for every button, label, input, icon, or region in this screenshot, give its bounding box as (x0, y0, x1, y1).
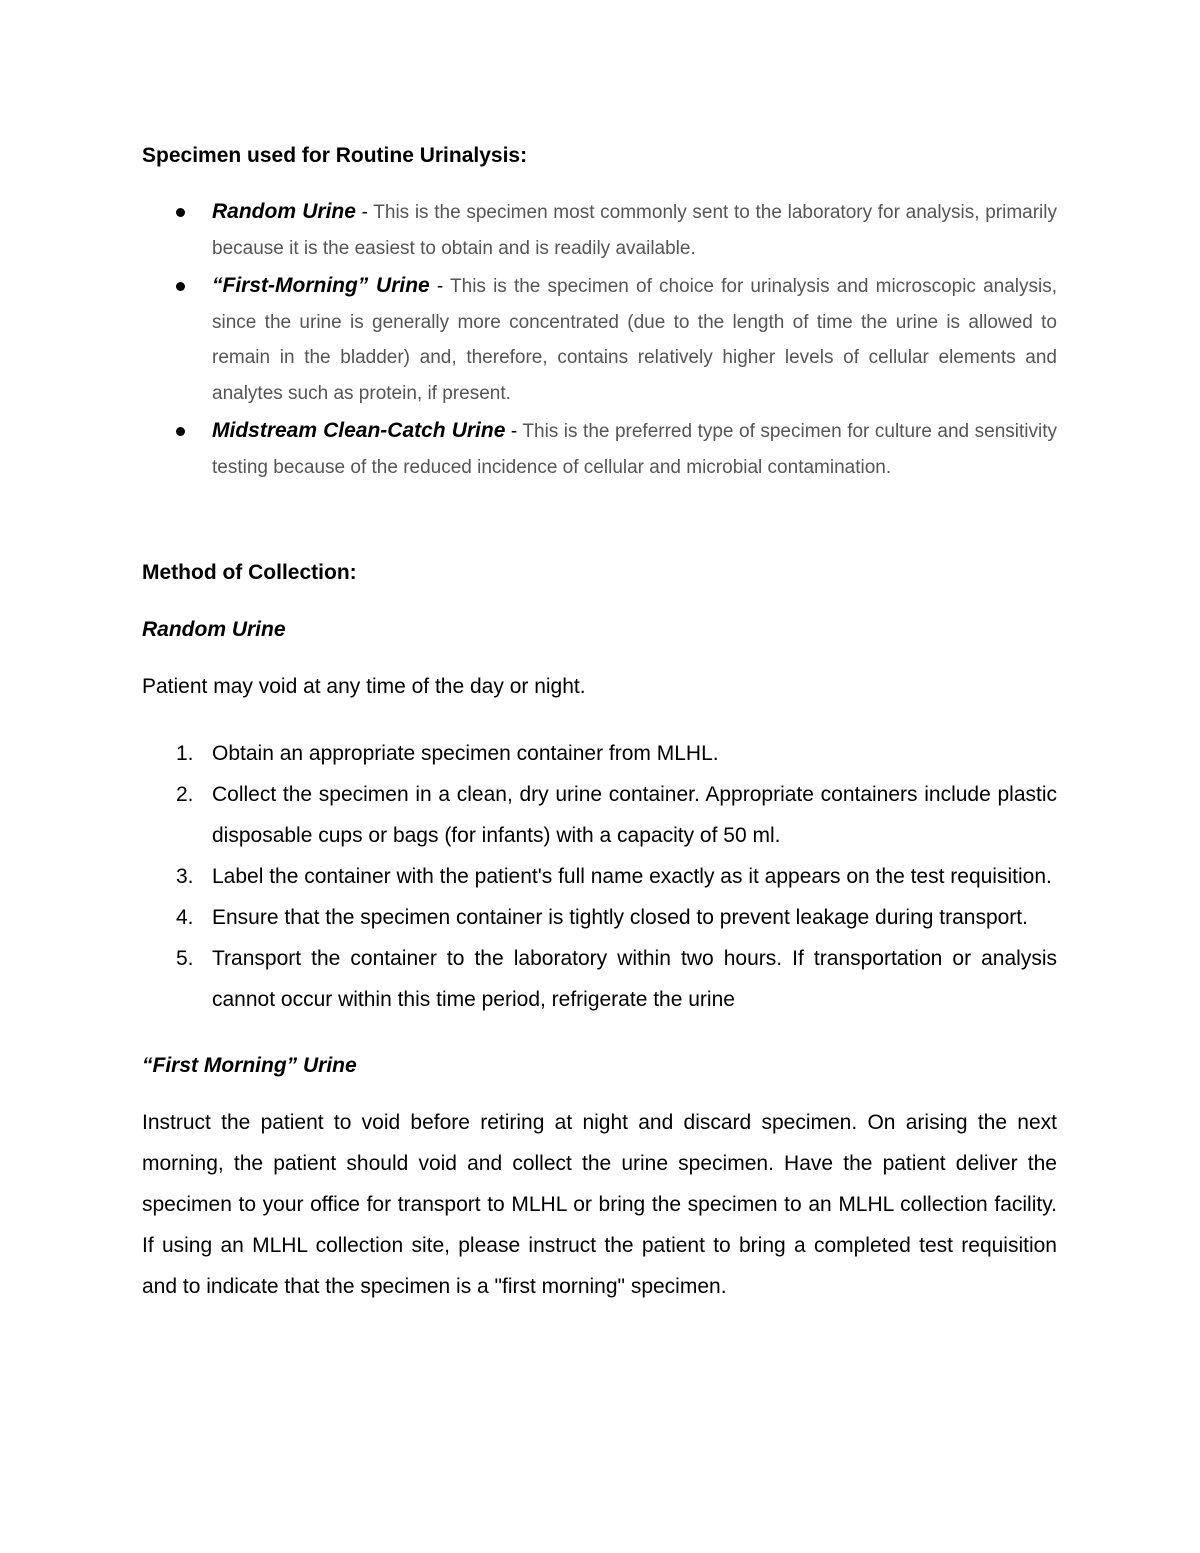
list-item (142, 268, 1057, 411)
specimen-type-list (142, 194, 1057, 485)
collection-steps-list (142, 733, 1057, 1020)
step-text: Obtain an appropriate specimen container from MLHL. (212, 742, 719, 765)
first-morning-instructions: Instruct the patient to void before retiring at night and discard specimen. On arising the next morning, the patient should void and collect the urine specimen. Have the patient deliver the specimen to your office for transport to MLHL or bring the specimen to an MLHL collection facility. If using an MLHL collection site, please instruct the patient to bring a completed test requisition and to indicate that the specimen is a "first morning" specimen. (142, 1111, 1057, 1298)
list-item (142, 413, 1057, 485)
specimen-description: This is the specimen of choice for urinalysis and microscopic analysis, since the urine is generally more concentrated (due to the length of time the urine is allowed to remain in the bladder) and, therefore, contains relatively higher levels of cellular elements and analytes such as protein, if present. (212, 276, 1058, 404)
specimen-term: Midstream Clean-Catch Urine (212, 419, 506, 442)
bullet-icon (176, 282, 185, 291)
step-number: 3. (176, 865, 194, 888)
step-text: Ensure that the specimen container is tightly closed to prevent leakage during transport. (212, 906, 1028, 929)
specimen-description: This is the specimen most commonly sent to the laboratory for analysis, primarily because it is the easiest to obtain and is readily available. (212, 202, 1057, 259)
step-text: Collect the specimen in a clean, dry urine container. Appropriate containers include plastic disposable cups or bags (for infants) with a capacity of 50 ml. (212, 783, 1057, 847)
list-item (142, 897, 1057, 938)
list-item (142, 938, 1057, 1020)
section-heading-specimen: Specimen used for Routine Urinalysis: (142, 144, 528, 167)
step-text: Transport the container to the laboratory within two hours. If transportation or analysis cannot occur within this time period, refrigerate the urine (212, 947, 1057, 1011)
list-item (142, 856, 1057, 897)
list-item (142, 733, 1057, 774)
section-heading-method: Method of Collection: (142, 561, 357, 584)
step-number: 5. (176, 947, 194, 970)
specimen-term: Random Urine (212, 200, 356, 223)
specimen-term: “First-Morning” Urine (212, 274, 430, 297)
term-dash: - (505, 421, 523, 442)
step-text: Label the container with the patient's full name exactly as it appears on the test requisition. (212, 865, 1052, 888)
bullet-icon (176, 208, 185, 217)
bullet-icon (176, 427, 185, 436)
list-item (142, 774, 1057, 856)
specimen-description: This is the preferred type of specimen for culture and sensitivity testing because of the reduced incidence of cellular and microbial contamination. (212, 421, 1057, 478)
step-number: 1. (176, 742, 194, 765)
subheading-random-urine: Random Urine (142, 618, 286, 641)
subheading-first-morning-urine: “First Morning” Urine (142, 1054, 357, 1077)
step-number: 2. (176, 783, 194, 806)
document-page (142, 140, 1057, 1307)
step-number: 4. (176, 906, 194, 929)
term-dash: - (355, 202, 374, 223)
random-urine-intro: Patient may void at any time of the day or night. (142, 675, 586, 698)
term-dash: - (429, 276, 451, 297)
list-item (142, 194, 1057, 266)
